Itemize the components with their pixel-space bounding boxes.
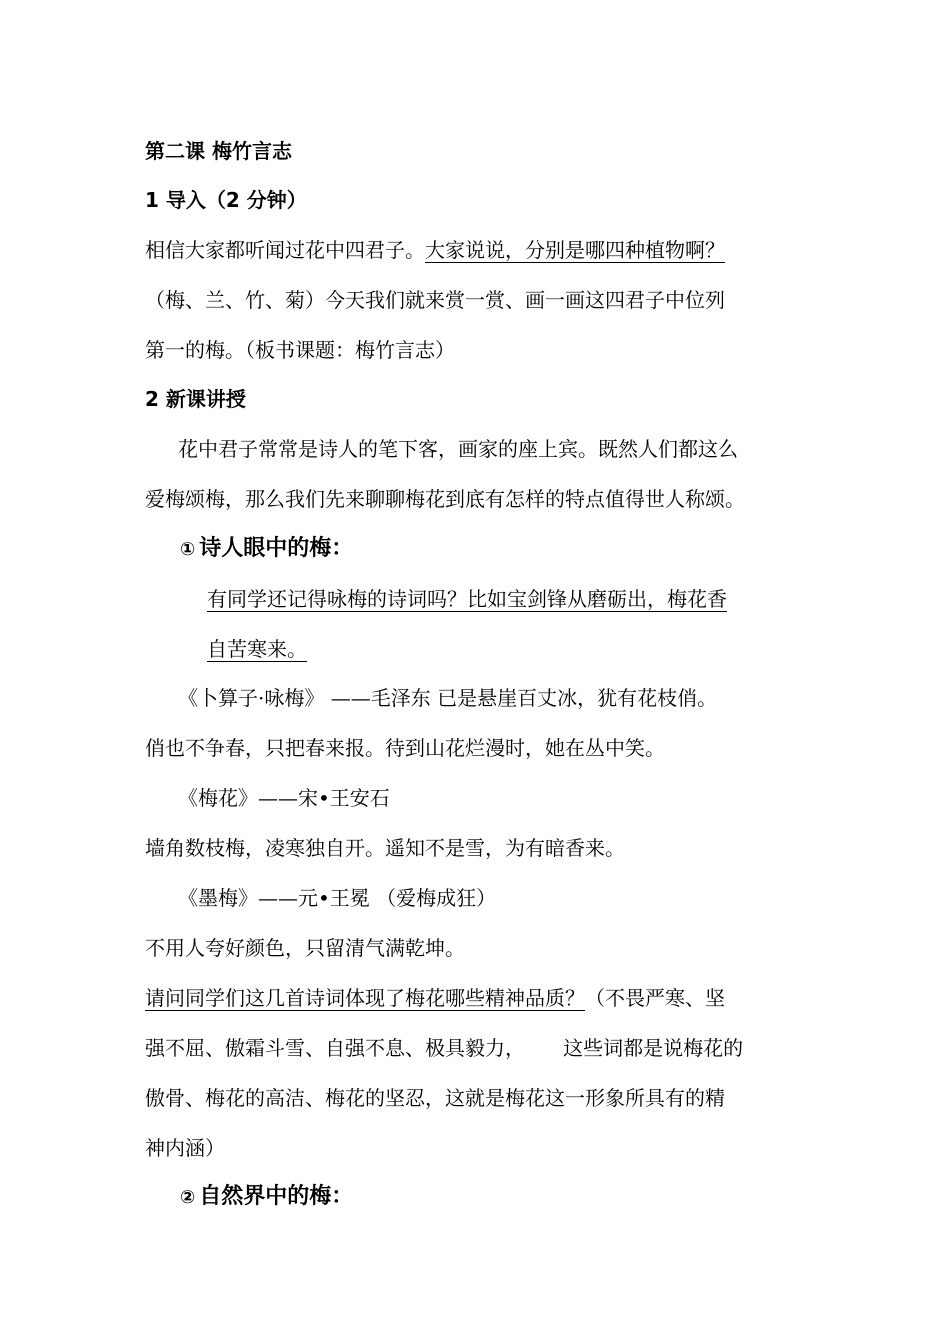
poem1-line1: 《卜算子·咏梅》 ——毛泽东 已是悬崖百丈冰，犹有花枝俏。 — [178, 686, 718, 710]
poem2-text: 墙角数枝梅，凌寒独自开。遥知不是雪，为有暗香来。 — [145, 836, 625, 860]
summary-line3: 傲骨、梅花的高洁、梅花的坚忍，这就是梅花这一形象所具有的精 — [145, 1086, 725, 1110]
section2-heading: 2 新课讲授 — [145, 387, 246, 411]
lesson-title: 第二课 梅竹言志 — [145, 139, 292, 163]
section1-heading: 1 导入（2 分钟） — [145, 188, 307, 212]
subheading-number-1: ① — [180, 539, 196, 560]
subheading-title-2: 自然界中的梅： — [199, 1184, 354, 1209]
section2-para1-line2: 爱梅颂梅，那么我们先来聊聊梅花到底有怎样的特点值得世人称颂。 — [145, 487, 745, 511]
summary-question: 请问同学们这几首诗词体现了梅花哪些精神品质？ — [145, 986, 585, 1010]
poet-question-line2: 自苦寒来。 — [207, 637, 307, 661]
section1-line3: 第一的梅。（板书课题：梅竹言志） — [145, 338, 455, 362]
poem1-line2: 俏也不争春，只把春来报。待到山花烂漫时，她在丛中笑。 — [145, 736, 665, 760]
summary-line1-rest: （不畏严寒、坚 — [585, 986, 725, 1010]
section1-line1 — [145, 236, 725, 264]
subheading-number-2: ② — [180, 1187, 196, 1208]
summary-line1 — [145, 984, 725, 1012]
poem3-title: 《墨梅》——元•王冕 （爱梅成狂） — [178, 886, 497, 910]
section1-line2: （梅、兰、竹、菊）今天我们就来赏一赏、画一画这四君子中位列 — [145, 288, 725, 312]
subheading-nature-plum — [180, 1183, 353, 1212]
section1-line1-text: 相信大家都听闻过花中四君子。 — [145, 238, 425, 262]
poet-question-line1: 有同学还记得咏梅的诗词吗？比如宝剑锋从磨砺出，梅花香 — [207, 587, 727, 611]
subheading-poets-plum — [180, 535, 353, 564]
subheading-title-1: 诗人眼中的梅： — [199, 536, 354, 561]
summary-line4: 神内涵） — [145, 1136, 225, 1160]
summary-line2: 强不屈、傲霜斗雪、自强不息、极具毅力， 这些词都是说梅花的 — [145, 1036, 744, 1060]
poem3-text: 不用人夸好颜色，只留清气满乾坤。 — [145, 936, 465, 960]
section1-question: 大家说说，分别是哪四种植物啊？ — [425, 238, 725, 262]
poem2-title: 《梅花》——宋•王安石 — [178, 786, 390, 810]
section2-para1-line1: 花中君子常常是诗人的笔下客，画家的座上宾。既然人们都这么 — [178, 437, 738, 461]
